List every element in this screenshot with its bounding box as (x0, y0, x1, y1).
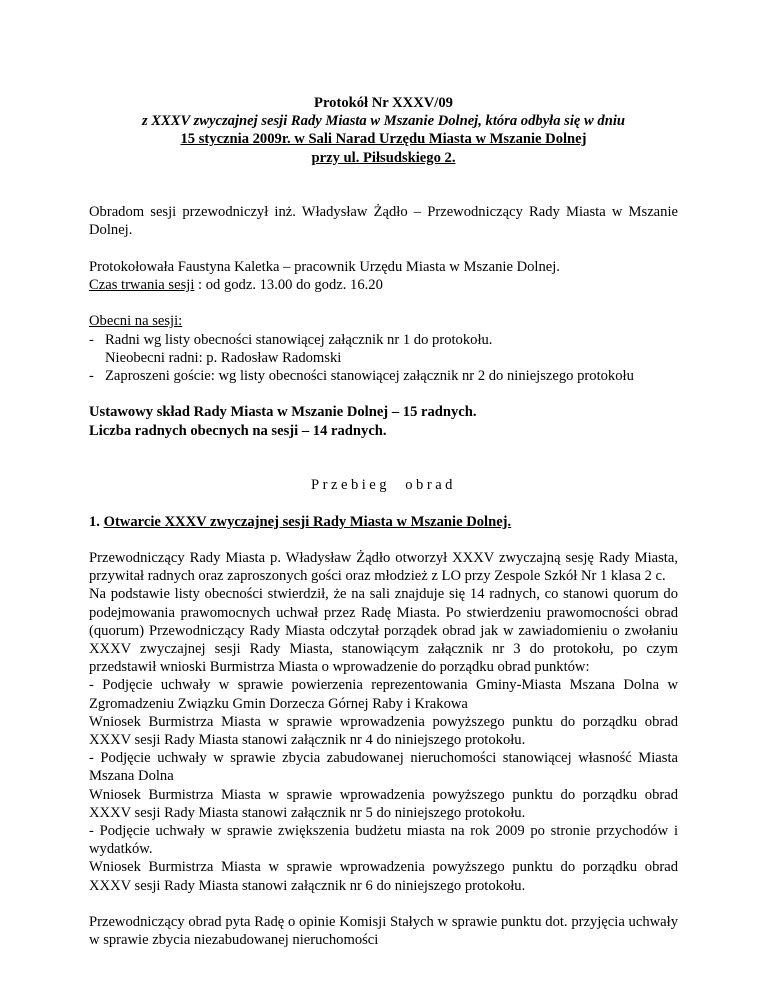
section-1-paragraph: Przewodniczący obrad pyta Radę o opinie Komisji Stałych w sprawie punktu dot. przyjęcia uchwały w sprawie zbycia niezabudowanej nieruchomości (89, 913, 678, 949)
present-count: Liczba radnych obecnych na sesji – 14 radnych. (89, 422, 387, 439)
session-address: przy ul. Piłsudskiego 2. (311, 149, 456, 166)
section-1-paragraph: - Podjęcie uchwały w sprawie powierzenia reprezentowania Gminy-Miasta Mszana Dolna w Zgromadzeniu Związku Gmin Dorzecza Górnej Raby i Krakowa (89, 677, 678, 712)
document-body (89, 94, 678, 949)
section-1-paragraph: Na podstawie listy obecności stwierdził, że na sali znajduje się 14 radnych, co stanowi quorum do podejmowania prawomocnych uchwał przez Radę Miasta. Po stwierdzeniu prawomocności obrad (quorum) Przewodniczący Rady Miasta odczytał porządek obrad jak w zawiadomieniu o zwołaniu XXXV zwyczajnej sesji Rady Miasta, stanowiącym załącznik nr 3 do protokołu, po czym przedstawił wnioski Burmistrza Miasta o wprowadzenie do porządku obrad punktów: (89, 586, 678, 676)
attendance-guests: Zaproszeni goście: wg listy obecności stanowiącej załącznik nr 2 do niniejszego protokołu (105, 367, 634, 384)
recorder-paragraph: Protokołowała Faustyna Kaletka – pracownik Urzędu Miasta w Mszanie Dolnej. (89, 258, 560, 275)
section-1-paragraph: - Podjęcie uchwały w sprawie zbycia zabudowanej nieruchomości stanowiącej własność Miasta Mszana Dolna (89, 750, 678, 785)
duration-value: : od godz. 13.00 do godz. 16.20 (194, 276, 383, 293)
attendance-councillors: Radni wg listy obecności stanowiącej załącznik nr 1 do protokołu. (105, 331, 493, 348)
absent-councillors: Nieobecni radni: p. Radosław Radomski (105, 349, 342, 366)
protocol-title: Protokół Nr XXXV/09 (314, 95, 453, 111)
proceedings-heading: Przebieg obrad (311, 477, 456, 494)
statutory-composition: Ustawowy skład Rady Miasta w Mszanie Dolnej – 15 radnych. (89, 404, 477, 421)
session-date-place: 15 stycznia 2009r. w Sali Narad Urzędu Miasta w Mszanie Dolnej (180, 131, 587, 148)
list-item: - Radni wg listy obecności stanowiącej załącznik nr 1 do protokołu. (89, 331, 493, 348)
session-description: z XXXV zwyczajnej sesji Rady Miasta w Mszanie Dolnej, która odbyła się w dniu (141, 113, 625, 130)
duration-paragraph (89, 276, 678, 294)
section-1-title: 1. Otwarcie XXXV zwyczajnej sesji Rady Miasta w Mszanie Dolnej. (89, 513, 512, 530)
list-item: - Zaproszeni goście: wg listy obecności stanowiącej załącznik nr 2 do niniejszego protokołu (89, 367, 634, 384)
section-1-paragraph: - Podjęcie uchwały w sprawie zwiększenia budżetu miasta na rok 2009 po stronie przychodów i wydatków. (89, 822, 678, 858)
section-1-paragraph: Wniosek Burmistrza Miasta w sprawie wprowadzenia powyższego punktu do porządku obrad XXXV sesji Rady Miasta stanowi załącznik nr 5 do niniejszego protokołu. (89, 786, 678, 821)
section-1-paragraph: Wniosek Burmistrza Miasta w sprawie wprowadzenia powyższego punktu do porządku obrad XXXV sesji Rady Miasta stanowi załącznik nr 4 do niniejszego protokołu. (89, 713, 678, 748)
section-1-paragraph: Wniosek Burmistrza Miasta w sprawie wprowadzenia powyższego punktu do porządku obrad XXXV sesji Rady Miasta stanowi załącznik nr 6 do niniejszego protokołu. (89, 859, 678, 894)
chair-paragraph: Obradom sesji przewodniczył inż. Władysław Żądło – Przewodniczący Rady Miasta w Mszanie Dolnej. (89, 204, 678, 239)
attendance-label: Obecni na sesji: (89, 313, 183, 330)
section-1-paragraph: Przewodniczący Rady Miasta p. Władysław Żądło otworzył XXXV zwyczajną sesję Rady Miasta, przywitał radnych oraz zaproszonych gości oraz młodzież z LO przy Zespole Szkół Nr 1 klasa 2 c. (89, 549, 678, 585)
duration-label: Czas trwania sesji (89, 276, 195, 293)
document-header (89, 94, 678, 167)
